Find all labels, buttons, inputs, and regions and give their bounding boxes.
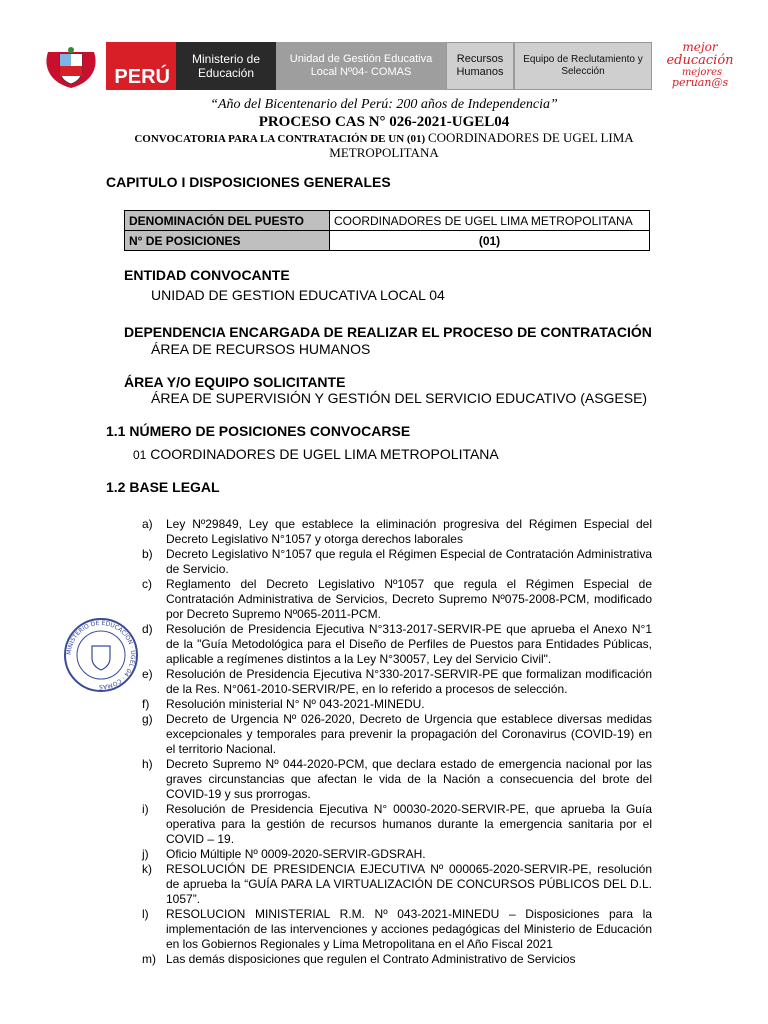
table-cell-value: (01): [330, 231, 650, 251]
year-motto: “Año del Bicentenario del Perú: 200 años de Independencia”: [210, 97, 558, 112]
list-item: [142, 667, 652, 697]
section-1-1-heading: 1.1 NÚMERO DE POSICIONES CONVOCARSE: [106, 423, 411, 439]
dependency-value: ÁREA DE RECURSOS HUMANOS: [151, 341, 371, 357]
table-cell-value: COORDINADORES DE UGEL LIMA METROPOLITANA: [330, 211, 650, 231]
ugel-label: Unidad de Gestión Educativa Local Nº04- COMAS: [289, 53, 433, 78]
table-row: [125, 231, 650, 251]
list-item: [142, 907, 652, 952]
hr-label: Recursos Humanos: [456, 53, 504, 78]
legal-base-list: [142, 517, 652, 967]
list-item: [142, 577, 652, 622]
svg-text:mejores: mejores: [681, 67, 723, 78]
table-cell-label: DENOMINACIÓN DEL PUESTO: [125, 211, 330, 231]
list-item: [142, 517, 652, 547]
slogan-logo: [660, 40, 742, 90]
list-item-letter: e): [142, 667, 153, 681]
list-item-text: Resolución de Presidencia Ejecutiva N° 00030-2020-SERVIR-PE, que aprueba la Guía operativa para la gestión de recursos humanos durante la emergencia sanitaria por el COVID – 19.: [166, 802, 652, 846]
svg-text:peruan@s: peruan@s: [671, 76, 729, 89]
ministry-box: [176, 42, 276, 90]
list-item-letter: h): [142, 757, 153, 771]
list-item-text: Reglamento del Decreto Legislativo Nº1057 que regula el Régimen Especial de Contratación Administrativa de Servicios, Decreto Supremo Nº075-2008-PCM, modificado por Decreto Supremo Nº065-2011-PCM.: [166, 577, 652, 621]
ugel-box: [276, 42, 446, 90]
list-item-letter: c): [142, 577, 152, 591]
list-item: [142, 712, 652, 757]
list-item-text: Resolución ministerial N° Nº 043-2021-MINEDU.: [166, 697, 425, 711]
list-item-letter: g): [142, 712, 153, 726]
list-item-letter: m): [142, 952, 156, 966]
list-item: [142, 757, 652, 802]
list-item: [142, 952, 652, 967]
convocation-big-1: COORDINADORES DE UGEL LIMA: [427, 130, 634, 145]
section-1-1-value: [133, 446, 499, 462]
process-title: PROCESO CAS N° 026-2021-UGEL04: [258, 114, 510, 130]
peru-coat-of-arms-icon: [44, 44, 98, 90]
svg-text:MINISTERIO DE EDUCACIÓN · UGEL: MINISTERIO DE EDUCACIÓN · UGEL 04 · COMAS: [65, 619, 137, 691]
svg-text:educación: educación: [666, 53, 734, 68]
requesting-heading: ÁREA Y/O EQUIPO SOLICITANTE: [124, 374, 346, 390]
list-item: [142, 847, 652, 862]
position-name: COORDINADORES DE UGEL LIMA METROPOLITANA: [150, 446, 499, 462]
list-item-letter: k): [142, 862, 152, 876]
convocation-small: CONVOCATORIA PARA LA CONTRATACIÓN DE UN (01): [134, 133, 426, 145]
list-item: [142, 802, 652, 847]
list-item-text: Resolución de Presidencia Ejecutiva N°313-2017-SERVIR-PE que aprueba el Anexo N°1 de la "Guía Metodológica para el Diseño de Perfiles de Puestos para Entidades Públicas, aplicable a regímenes distintos a la Ley N°30057, Ley del Servicio Civil".: [166, 622, 652, 666]
team-box: [514, 42, 652, 90]
svg-text:mejor: mejor: [682, 40, 718, 54]
list-item-letter: b): [142, 547, 153, 561]
table-cell-label: N° DE POSICIONES: [125, 231, 330, 251]
requesting-value: ÁREA DE SUPERVISIÓN Y GESTIÓN DEL SERVICIO EDUCATIVO (ASGESE): [151, 390, 648, 406]
team-label: Equipo de Reclutamiento y Selección: [523, 54, 643, 77]
list-item-text: Ley Nº29849, Ley que establece la eliminación progresiva del Régimen Especial del Decreto Legislativo N°1057 y otorga derechos laborales: [166, 517, 652, 546]
convocation-title: [0, 131, 768, 161]
convocation-big-2: METROPOLITANA: [329, 145, 439, 160]
list-item-text: Decreto Legislativo N°1057 que regula el Régimen Especial de Contratación Administrativa de Servicio.: [166, 547, 652, 576]
ministry-label: Ministerio de Educación: [191, 52, 261, 80]
list-item-letter: f): [142, 697, 150, 711]
list-item-letter: a): [142, 517, 153, 531]
official-stamp: [62, 616, 140, 694]
section-1-2-heading: 1.2 BASE LEGAL: [106, 479, 220, 495]
list-item-letter: l): [142, 907, 149, 921]
entity-value: UNIDAD DE GESTION EDUCATIVA LOCAL 04: [151, 287, 445, 303]
list-item: [142, 697, 652, 712]
list-item: [142, 862, 652, 907]
list-item-letter: i): [142, 802, 149, 816]
list-item-text: RESOLUCIÓN DE PRESIDENCIA EJECUTIVA Nº 000065-2020-SERVIR-PE, resolución de aprueba la “GUÍA PARA LA VIRTUALIZACIÓN DE CONCURSOS PÚBLICOS DEL D.L. 1057”.: [166, 862, 652, 906]
list-item-text: RESOLUCION MINISTERIAL R.M. Nº 043-2021-MINEDU – Disposiciones para la implementación de las intervenciones y acciones pedagógicas del Ministerio de Educación en los Gobiernos Regionales y Lima Metropolitana en el Año Fiscal 2021: [166, 907, 652, 951]
peru-logo-box: [106, 42, 176, 90]
list-item: [142, 622, 652, 667]
hr-box: [446, 42, 514, 90]
position-table: [124, 210, 650, 251]
table-row: [125, 211, 650, 231]
list-item-text: Oficio Múltiple Nº 0009-2020-SERVIR-GDSRAH.: [166, 847, 426, 861]
list-item-letter: j): [142, 847, 149, 861]
list-item-text: Decreto Supremo Nº 044-2020-PCM, que declara estado de emergencia nacional por las graves circunstancias que afectan le vida de la Nación a consecuencia del brote del COVID-19 y sus prorrogas.: [166, 757, 652, 801]
dependency-heading: DEPENDENCIA ENCARGADA DE REALIZAR EL PROCESO DE CONTRATACIÓN: [124, 324, 652, 340]
list-item-text: Las demás disposiciones que regulen el Contrato Administrativo de Servicios: [166, 952, 576, 966]
entity-heading: ENTIDAD CONVOCANTE: [124, 267, 290, 283]
chapter-heading: CAPITULO I DISPOSICIONES GENERALES: [106, 174, 391, 190]
list-item-text: Decreto de Urgencia Nº 026-2020, Decreto de Urgencia que establece diversas medidas excepcionales y temporales para prevenir la propagación del Coronavirus (COVID-19) en el territorio Nacional.: [166, 712, 652, 756]
list-item-text: Resolución de Presidencia Ejecutiva N°330-2017-SERVIR-PE que formalizan modificación de la Res. N°061-2010-SERVIR/PE, en lo referido a procesos de selección.: [166, 667, 652, 696]
position-count: 01: [133, 448, 147, 462]
peru-label: PERÚ: [114, 66, 170, 88]
list-item: [142, 547, 652, 577]
list-item-letter: d): [142, 622, 153, 636]
